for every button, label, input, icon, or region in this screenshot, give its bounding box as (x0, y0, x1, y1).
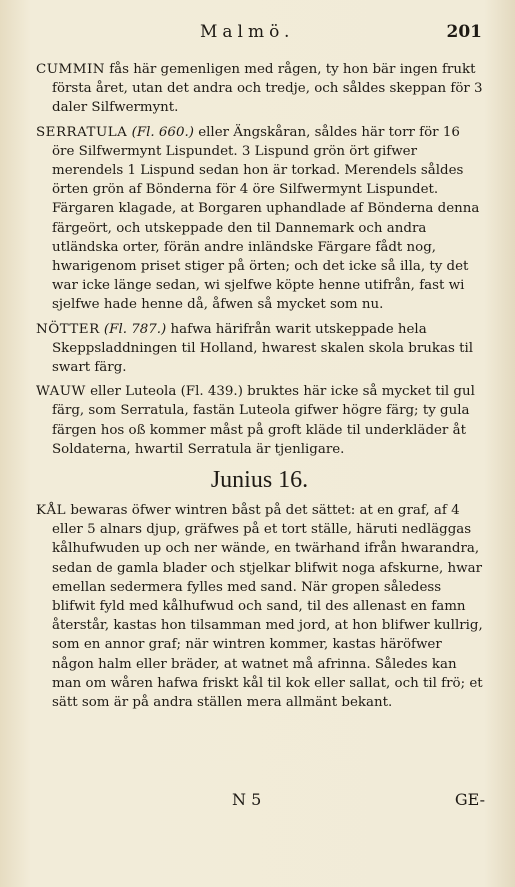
paragraph-kal (36, 501, 483, 712)
flora-reference: (Fl. 660.) (127, 124, 194, 140)
flora-reference: (Fl. 787.) (99, 321, 167, 337)
paragraph-wauw (36, 382, 483, 459)
entry-term: KÅL (36, 503, 67, 519)
page-footer (0, 790, 515, 812)
entry-term: CUMMIN (36, 62, 105, 77)
signature-mark: N 5 (232, 790, 262, 809)
entry-text: eller Luteola (Fl. 439.) bruktes här icke så mycket til gul färg, som Serratula, fastän Luteola gifwer högre färg; ty gula färgen hos oß kommer måst på groft kläde til underkläder åt Soldaterna, hwartil Serratula är tjenligare. (52, 384, 475, 457)
entry-text: bewaras öfwer wintren båst på det sättet: at en graf, af 4 eller 5 alnars djup, gräfwes på et tort ställe, häruti nedläggas kålhufwuden up och ner wände, en twärhand ifrån hwarandra, sedan de gamla blader och stjelkar blifwit noga afskurne, hwar emellan sedermera fylles med sand. När gropen såledess blifwit fyld med kålhufwud och sand, til des allenast en famn återstår, kastas hon tilsamman med jord, at hon blifwer kullrig, som en annor graf; när wintren kommer, kastas häröfwer någon halm eller bräder, at watnet må afrinna. Således kan man om wåren hafwa friskt kål til kok eller sallat, och til frö; et sätt som är på andra ställen mera allmänt bekant. (52, 503, 483, 711)
date-heading: Junius 16. (210, 467, 309, 494)
entry-term: WAUW (36, 384, 86, 400)
running-title: Malmö. (200, 22, 295, 42)
page-body (36, 60, 483, 717)
paragraph-serratula (36, 123, 483, 315)
entry-term: SERRATULA (36, 124, 128, 140)
running-header (0, 22, 515, 46)
catchword: GE- (454, 790, 485, 809)
entry-text: hafwa härifrån warit utskeppade hela Skeppsladdningen til Holland, hwarest skalen skola brukas til swart färg. (52, 321, 474, 376)
paragraph-cummin (36, 60, 483, 118)
entry-text: eller Ängskåran, såldes här torr för 16 öre Silfwermynt Lispundet. 3 Lispund grön ört gifwer merendels 1 Lispund sedan hon är torkad. Merendels såldes örten grön af Bönderna för 4 öre Silfwermynt Lispundet. Färgaren klagade, at Borgaren uphandlade af Bönderna denna färgeört, och utskeppade den til Dannemark och andra utländska orter, förän andre inländske Färgare fådt nog, hwarigenom priset stiger på örten; och det icke så illa, ty det war icke länge sedan, wi sjelfwe köpte henne utifrån, fast wi sjelfwe hade henne då, åfwen så mycket som nu. (52, 124, 480, 313)
entry-term: NÖTTER (36, 321, 100, 337)
entry-text: fås här gemenligen med rågen, ty hon bär ingen frukt första året, utan det andra och tredje, och såldes skeppan för 3 daler Silfwermynt. (52, 62, 483, 116)
paragraph-notter (36, 320, 483, 378)
page-number: 201 (446, 22, 482, 42)
